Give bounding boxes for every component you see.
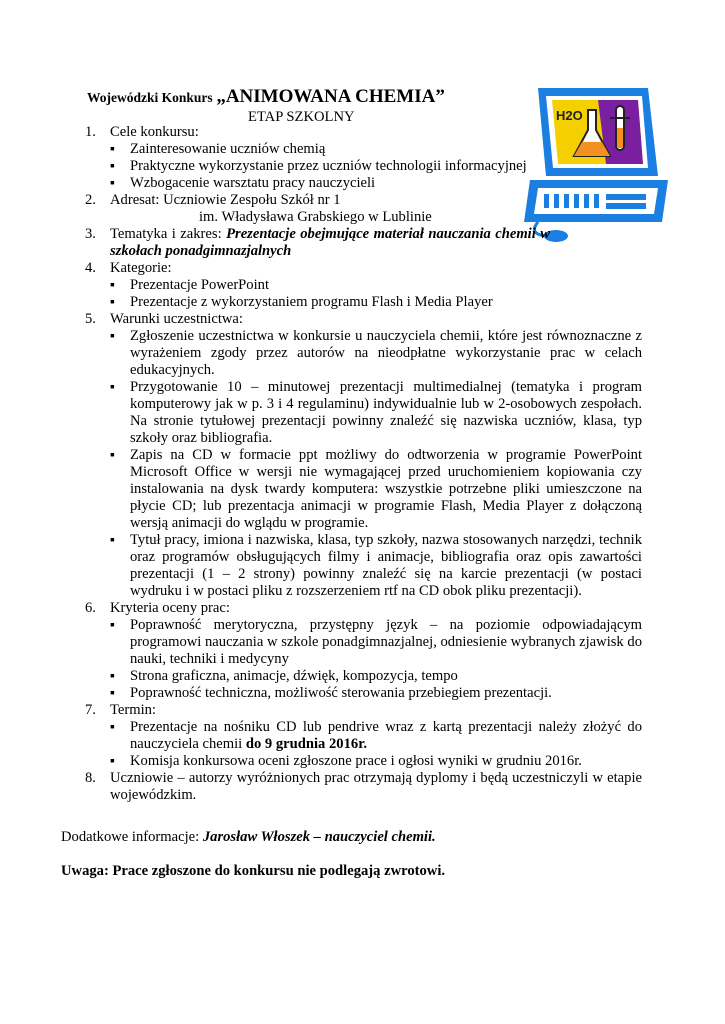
document-header <box>87 88 445 107</box>
addressee-line: im. Władysława Grabskiego w Lublinie <box>199 209 432 225</box>
topic-label: Tematyka i zakres: <box>110 226 227 242</box>
section-title: Kryteria oceny prac: <box>110 600 230 616</box>
list-item: ▪ Tytuł pracy, imiona i nazwiska, klasa, typ szkoły, nazwa stosowanych narzędzi, technik oraz programów obsługujących filmy i animacje, bibliografia oraz opis zawartości prezentacji (1 – 2 strony) powinny znaleźć się na karcie prezentacji (w postaci wydruku i w postaci pliku z rozszerzeniem rtf na CD obok pliku prezentacji). <box>110 532 642 600</box>
section-title: Cele konkursu: <box>110 124 199 140</box>
list-item: ▪ Zapis na CD w formacie ppt możliwy do odtworzenia w programie PowerPoint Microsoft Office w wersji nie wymagającej przed uruchomieniem kopiowania czy instalowania na dysk twardy komputera: wszystkie potrzebne pliki umieszczone na płycie CD; lub prezentacja animacji w programie Flash, Media Player z dołączoną wersją animacji do wglądu w programie. <box>110 447 642 532</box>
section-title: Kategorie: <box>110 260 172 276</box>
section-topic <box>60 226 642 260</box>
list-item: ▪ Poprawność merytoryczna, przystępny język – na poziomie odpowiadającym programowi nauczania w szkole ponadgimnazjalnej, odniesienie wybranych zjawisk do nauki, techniki i medycyny <box>110 617 642 668</box>
section-number: 2. <box>85 192 96 208</box>
section-awards <box>60 770 642 804</box>
list-item: ▪ Zainteresowanie uczniów chemią <box>110 141 550 158</box>
deadline-date: do 9 grudnia 2016r. <box>245 736 367 752</box>
list-item: ▪ Przygotowanie 10 – minutowej prezentacji multimedialnej (tematyka i program komputerowy jak w p. 3 i 4 regulaminu) indywidualnie lub w 2-osobowych zespołach. Na stronie tytułowej prezentacji powinny znaleźć się nazwiska uczniów, klasa, typ szkoły oraz bibliografia. <box>110 379 642 447</box>
list-item: ▪ Wzbogacenie warsztatu pracy nauczycieli <box>110 175 550 192</box>
deadline-text: Prezentacje na nośniku CD lub pendrive wraz z kartą prezentacji należy złożyć do nauczyciela chemii <box>130 719 642 752</box>
conditions-list <box>110 328 642 600</box>
section-number: 6. <box>85 600 96 616</box>
section-title: Warunki uczestnictwa: <box>110 311 243 327</box>
topic-value: Prezentacje obejmujące materiał nauczania chemii w szkołach ponadgimnazjalnych <box>110 226 550 259</box>
stage-label: ETAP SZKOLNY <box>248 109 355 125</box>
document-title: „ANIMOWANA CHEMIA” <box>216 86 445 107</box>
awards-text: Uczniowie – autorzy wyróżnionych prac otrzymają dyplomy i będą uczestniczyli w etapie wojewódzkim. <box>110 770 642 803</box>
section-addressee <box>60 192 642 226</box>
list-item: ▪ Poprawność techniczna, możliwość sterowania przebiegiem prezentacji. <box>110 685 642 702</box>
list-item <box>110 719 642 753</box>
criteria-list <box>110 617 642 702</box>
section-number: 4. <box>85 260 96 276</box>
section-number: 1. <box>85 124 96 140</box>
additional-info <box>61 829 436 846</box>
section-categories <box>60 260 642 311</box>
list-item: ▪ Strona graficzna, animacje, dźwięk, kompozycja, tempo <box>110 668 642 685</box>
section-number: 3. <box>85 226 96 242</box>
goals-list <box>110 141 550 192</box>
info-label: Dodatkowe informacje: <box>61 829 203 845</box>
section-conditions <box>60 311 642 600</box>
info-value: Jarosław Włoszek – nauczyciel chemii. <box>202 829 436 845</box>
notice: Uwaga: Prace zgłoszone do konkursu nie podlegają zwrotowi. <box>61 863 446 879</box>
deadline-list <box>110 719 642 770</box>
section-number: 8. <box>85 770 96 786</box>
section-goals <box>60 124 642 192</box>
section-number: 5. <box>85 311 96 327</box>
list-item: ▪ Prezentacje z wykorzystaniem programu Flash i Media Player <box>110 294 642 311</box>
list-item: ▪ Zgłoszenie uczestnictwa w konkursie u nauczyciela chemii, które jest równoznaczne z wyrażeniem zgody przez autorów na nieodpłatne wykorzystanie prac w celach edukacyjnych. <box>110 328 642 379</box>
section-number: 7. <box>85 702 96 718</box>
header-prefix: Wojewódzki Konkurs <box>87 90 213 105</box>
topic-text <box>110 226 550 260</box>
section-criteria <box>60 600 642 702</box>
categories-list <box>110 277 642 311</box>
section-title: Termin: <box>110 702 156 718</box>
addressee-line: Adresat: Uczniowie Zespołu Szkół nr 1 <box>110 192 341 208</box>
formula-label: H2O <box>556 108 583 123</box>
list-item: ▪ Praktyczne wykorzystanie przez uczniów technologii informacyjnej <box>110 158 550 175</box>
list-item: ▪ Prezentacje PowerPoint <box>110 277 642 294</box>
section-deadline <box>60 702 642 770</box>
list-item: ▪ Komisja konkursowa oceni zgłoszone prace i ogłosi wyniki w grudniu 2016r. <box>110 753 642 770</box>
rules-list <box>60 124 642 804</box>
